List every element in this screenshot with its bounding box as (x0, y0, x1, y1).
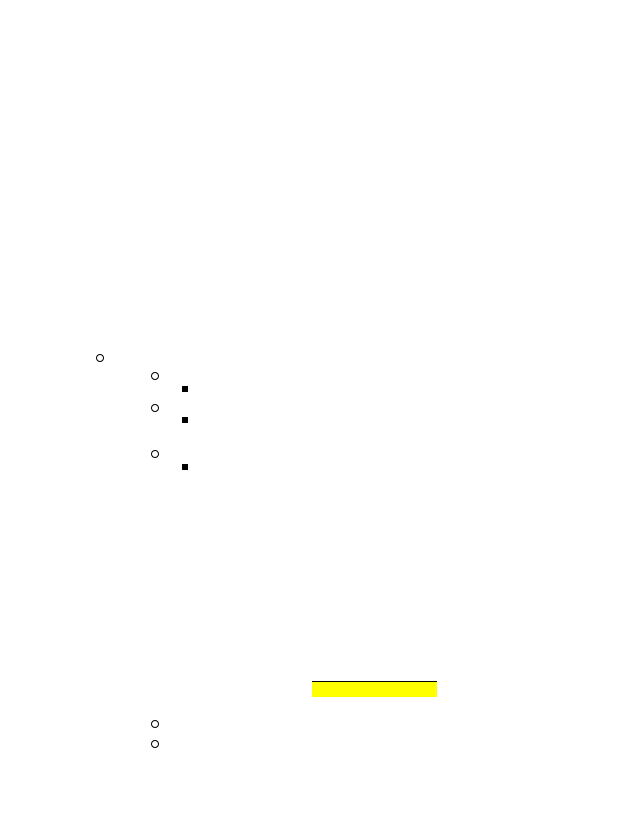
square-bullet-icon (182, 464, 188, 470)
section-bullet-icon (96, 354, 104, 362)
example-bullet-icon (151, 450, 159, 458)
what-bullet-icon (151, 404, 159, 412)
count-result-cell (312, 682, 437, 697)
how-to-bullet-icon (151, 720, 159, 728)
first-go-bullet-icon (151, 740, 159, 748)
purpose-bullet-icon (151, 372, 159, 380)
square-bullet-icon (182, 417, 188, 423)
square-bullet-icon (182, 386, 188, 392)
